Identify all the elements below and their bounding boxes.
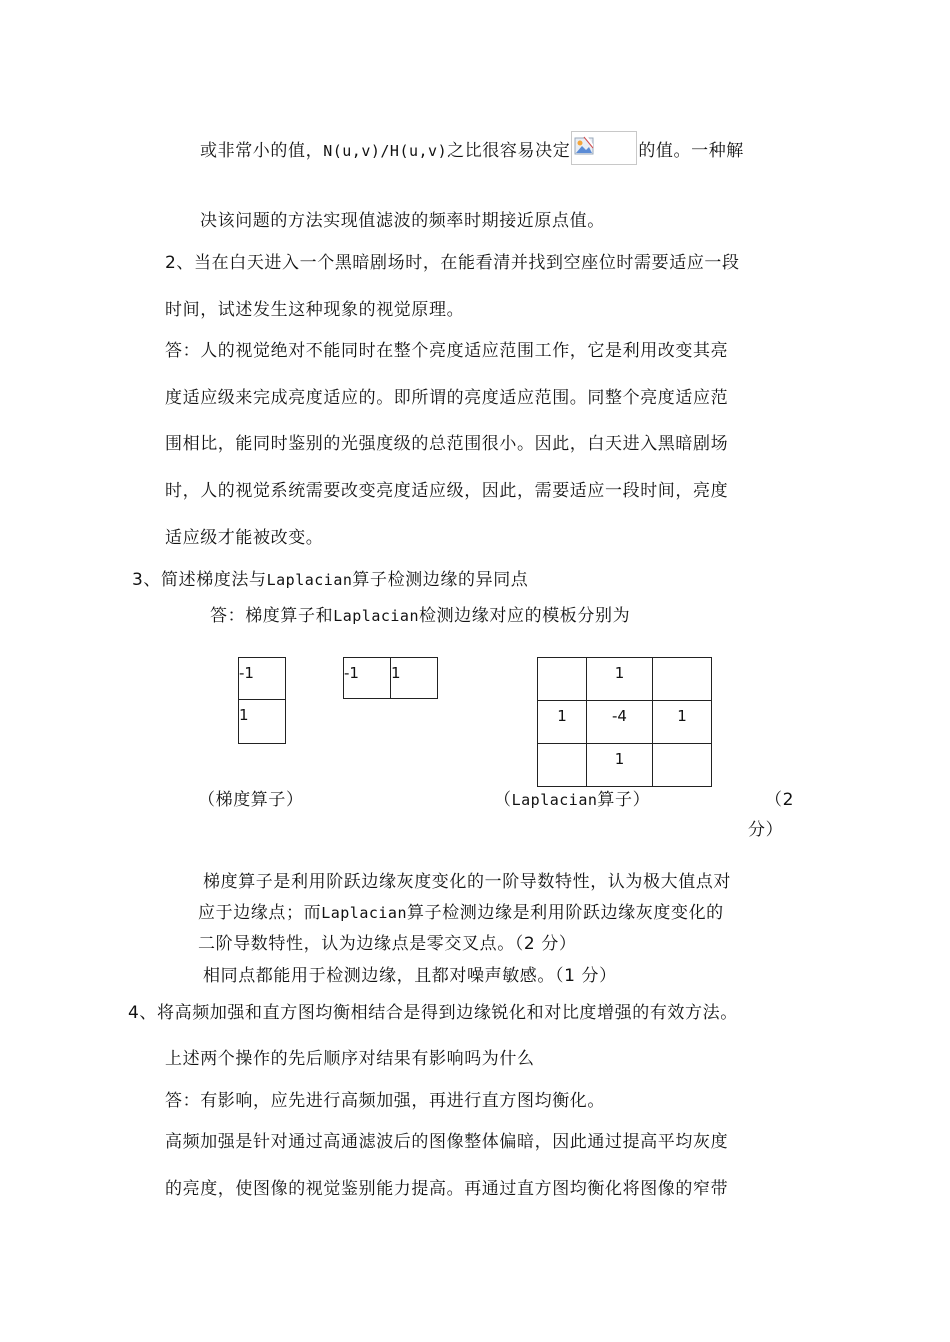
term-laplacian: Laplacian — [321, 904, 407, 922]
mask-cell: 1 — [391, 658, 438, 699]
text-fragment: 答：梯度算子和 — [210, 606, 334, 626]
term-laplacian: Laplacian — [333, 607, 419, 625]
text-fragment: 应于边缘点；而 — [198, 903, 322, 923]
mask-cell: -1 — [239, 658, 286, 700]
answer-line: 答：人的视觉绝对不能同时在整个亮度适应范围工作，它是利用改变其亮 — [165, 341, 729, 361]
term-laplacian: Laplacian — [266, 571, 353, 589]
term-laplacian: Laplacian — [511, 791, 598, 809]
mask-cell: -1 — [344, 658, 391, 699]
mask-cell: 1 — [653, 701, 712, 744]
mask-cell — [538, 658, 587, 701]
mask-cell — [653, 658, 712, 701]
question-3-title — [132, 569, 528, 591]
explanation-line: 梯度算子是利用阶跃边缘灰度变化的一阶导数特性，认为极大值点对 — [203, 872, 731, 892]
explanation-line: 相同点都能用于检测边缘，且都对噪声敏感。（1 分） — [203, 966, 617, 986]
score-label: 分） — [748, 820, 784, 840]
formula: N(u,v)/H(u,v) — [323, 142, 448, 160]
mask-cell — [653, 744, 712, 787]
score-label: （2 — [765, 790, 795, 810]
answer-line: 度适应级来完成亮度适应的。即所谓的亮度适应范围。同整个亮度适应范 — [165, 388, 729, 408]
question-2-line-2: 时间，试述发生这种现象的视觉原理。 — [165, 300, 465, 320]
mask-cell: 1 — [239, 700, 286, 744]
answer-line: 适应级才能被改变。 — [165, 528, 324, 548]
question-4-line-1: 4、将高频加强和直方图均衡相结合是得到边缘锐化和对比度增强的有效方法。 — [128, 1003, 738, 1023]
answer-line: 高频加强是针对通过高通滤波后的图像整体偏暗，因此通过提高平均灰度 — [165, 1132, 729, 1152]
explanation-line: 二阶导数特性，认为边缘点是零交叉点。（2 分） — [198, 934, 577, 954]
mask-cell: -4 — [587, 701, 653, 744]
question-2-line-1: 2、当在白天进入一个黑暗剧场时，在能看清并找到空座位时需要适应一段 — [165, 253, 740, 273]
text-fragment: 之比很容易决定 — [447, 141, 571, 161]
text-fragment: 3、简述梯度法与 — [132, 570, 267, 590]
answer-line — [210, 605, 630, 627]
gradient-mask-vertical — [238, 657, 286, 744]
text-fragment: 或非常小的值， — [200, 141, 324, 161]
gradient-mask-horizontal — [343, 657, 438, 699]
answer-line: 的亮度，使图像的视觉鉴别能力提高。再通过直方图均衡化将图像的窄带 — [165, 1179, 729, 1199]
text-fragment: 算子） — [597, 790, 651, 810]
caption-gradient: （梯度算子） — [198, 790, 304, 810]
text-fragment: （ — [494, 790, 512, 810]
text-fragment: 的值。一种解 — [638, 141, 744, 161]
mask-cell: 1 — [538, 701, 587, 744]
text-fragment: 算子检测边缘是利用阶跃边缘灰度变化的 — [406, 903, 724, 923]
broken-image-icon — [571, 131, 637, 165]
explanation-line — [198, 902, 724, 924]
paragraph-line — [200, 137, 744, 165]
text-fragment: 算子检测边缘的异同点 — [352, 570, 529, 590]
laplacian-mask — [537, 657, 712, 787]
answer-line: 答：有影响，应先进行高频加强，再进行直方图均衡化。 — [165, 1091, 605, 1111]
paragraph-line: 决该问题的方法实现值滤波的频率时期接近原点值。 — [200, 211, 605, 231]
mask-cell: 1 — [587, 744, 653, 787]
caption-laplacian — [494, 789, 650, 811]
broken-image-icon-glyph — [574, 136, 594, 156]
answer-line: 围相比，能同时鉴别的光强度级的总范围很小。因此，白天进入黑暗剧场 — [165, 434, 729, 454]
answer-line: 时，人的视觉系统需要改变亮度适应级，因此，需要适应一段时间，亮度 — [165, 481, 729, 501]
text-fragment: 检测边缘对应的模板分别为 — [418, 606, 631, 626]
question-4-line-2: 上述两个操作的先后顺序对结果有影响吗为什么 — [165, 1049, 535, 1069]
mask-cell: 1 — [587, 658, 653, 701]
mask-cell — [538, 744, 587, 787]
